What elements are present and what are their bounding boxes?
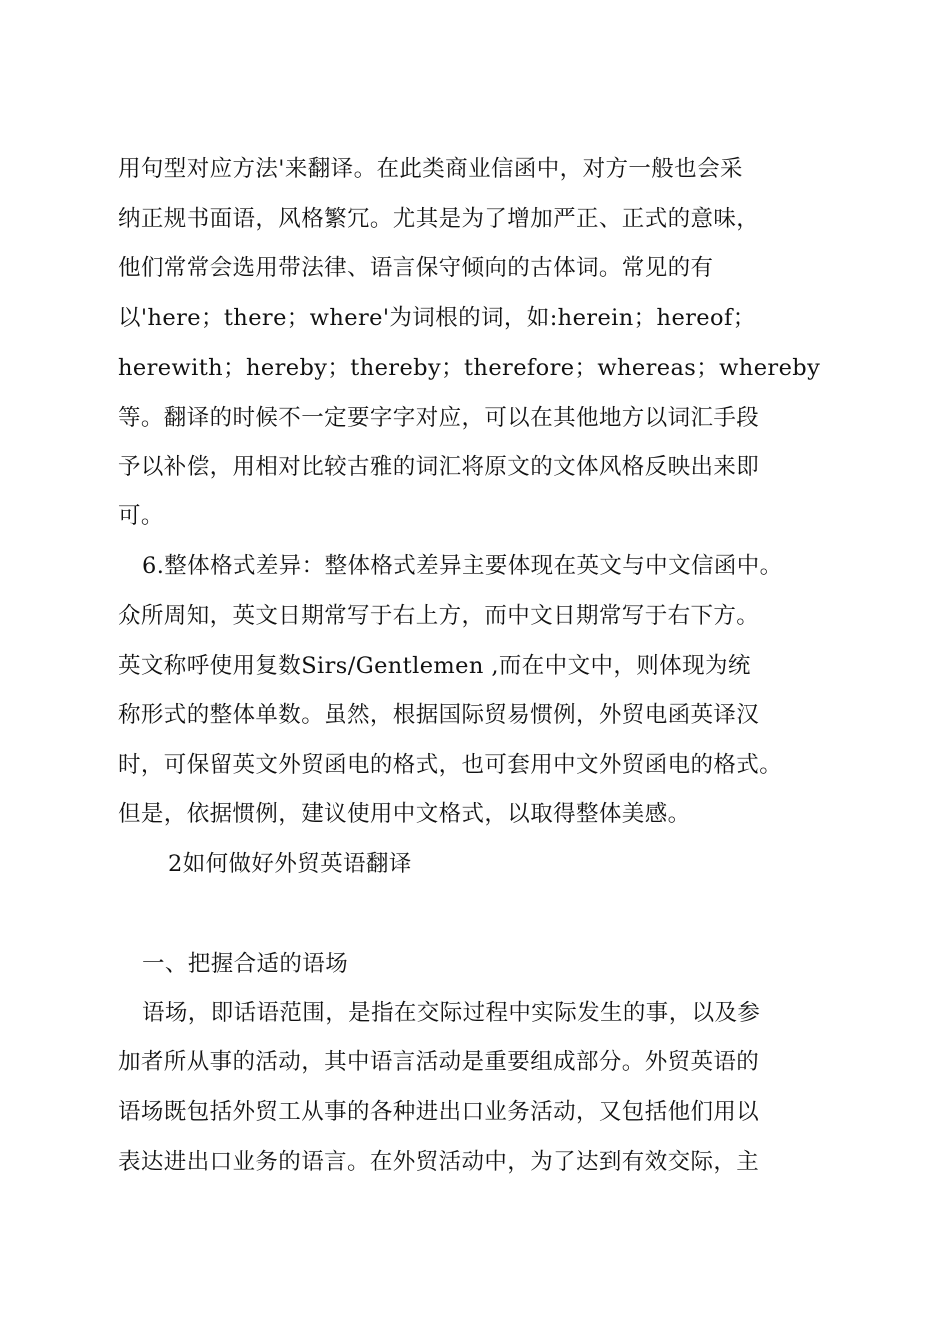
paragraph-2-line-6: 但是，依据惯例，建议使用中文格式，以取得整体美感。 [118, 801, 691, 827]
section-heading: 2如何做好外贸英语翻译 [168, 851, 412, 877]
paragraph-1-line-1: 用句型对应方法'来翻译。在此类商业信函中，对方一般也会采 [118, 156, 743, 182]
paragraph-3-line-2: 加者所从事的活动，其中语言活动是重要组成部分。外贸英语的 [118, 1049, 760, 1075]
paragraph-3-line-4: 表达进出口业务的语言。在外贸活动中，为了达到有效交际，主 [118, 1149, 760, 1175]
paragraph-2-line-5: 时，可保留英文外贸函电的格式，也可套用中文外贸函电的格式。 [118, 752, 783, 778]
paragraph-2-line-2: 众所周知，英文日期常写于右上方，而中文日期常写于右下方。 [118, 603, 760, 629]
subsection-heading: 一、把握合适的语场 [142, 951, 349, 977]
paragraph-3-line-3: 语场既包括外贸工从事的各种进出口业务活动，又包括他们用以 [118, 1099, 760, 1125]
paragraph-3-line-1: 语场，即话语范围，是指在交际过程中实际发生的事，以及参 [142, 1000, 761, 1026]
paragraph-2-line-4: 称形式的整体单数。虽然，根据国际贸易惯例，外贸电函英译汉 [118, 702, 760, 728]
paragraph-1-line-7: 予以补偿，用相对比较古雅的词汇将原文的文体风格反映出来即 [118, 454, 760, 480]
paragraph-1-line-6: 等。翻译的时候不一定要字字对应，可以在其他地方以词汇手段 [118, 405, 760, 431]
paragraph-1-line-5: herewith；hereby；thereby；therefore；whereas；whereby [118, 355, 821, 381]
paragraph-1-line-4: 以'here；there；where'为词根的词，如:herein；hereof； [118, 305, 756, 331]
paragraph-2-line-1: 6.整体格式差异：整体格式差异主要体现在英文与中文信函中。 [142, 553, 783, 579]
paragraph-1-line-3: 他们常常会选用带法律、语言保守倾向的古体词。常见的有 [118, 255, 714, 281]
paragraph-2-line-3: 英文称呼使用复数Sirs/Gentlemen ,而在中文中，则体现为统 [118, 653, 751, 679]
paragraph-1-line-8: 可。 [118, 503, 164, 529]
paragraph-1-line-2: 纳正规书面语，风格繁冗。尤其是为了增加严正、正式的意味， [118, 206, 760, 232]
